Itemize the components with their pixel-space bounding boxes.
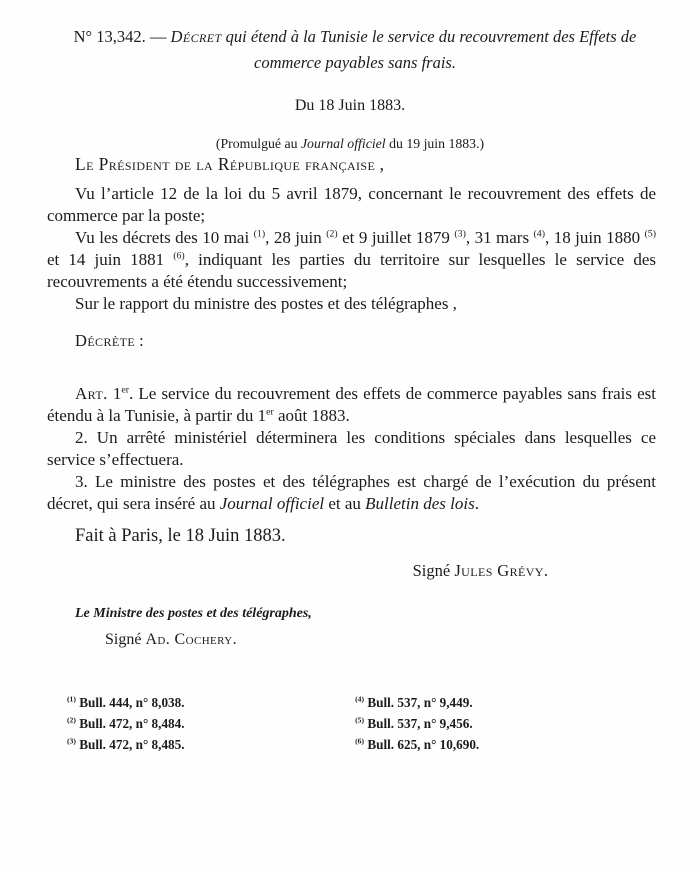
footnote-1: $^{(1)}$ Bull. 444, n° 8,038.: [67, 694, 185, 710]
recital-article-12: Vu l’article 12 de la loi du 5 avril 1879, concernant le recouvrement des effets de commerce par la poste;: [47, 183, 656, 225]
footnotes: [0, 692, 700, 755]
minister-title: Le Ministre des postes et des télégraphes,: [75, 605, 312, 621]
footnote-4: $^{(4)}$ Bull. 537, n° 9,449.: [355, 694, 473, 710]
recital-report: Sur le rapport du ministre des postes et des télégraphes ,: [75, 294, 457, 314]
article-1: Art. 1er. Le service du recouvrement des effets de commerce payables sans frais est étendu à la Tunisie, à partir du 1er août 1883.: [47, 383, 656, 425]
articles: [47, 383, 656, 516]
salutation: Le Président de la République française ,: [75, 153, 384, 174]
promulgation-note: (Promulgué au Journal officiel du 19 juin 1883.): [215, 135, 485, 151]
decree-heading: N° 13,342. — Décret qui étend à la Tunisie le service du recouvrement des Effets de commerce payables sans frais.: [73, 27, 637, 72]
place-and-date: Fait à Paris, le 18 Juin 1883.: [75, 526, 286, 547]
article-2: 2. Un arrêté ministériel déterminera les conditions spéciales dans lesquelles ce service s’effectuera.: [47, 427, 656, 469]
footnote-5: $^{(5)}$ Bull. 537, n° 9,456.: [355, 715, 473, 731]
decree-date: Du 18 Juin 1883.: [294, 97, 406, 115]
footnotes-left-column: [67, 692, 355, 755]
president-signature: Signé Jules Grévy.: [412, 561, 548, 581]
recital-decrees: Vu les décrets des 10 mai $^{(1)}$, 28 juin $^{(2)}$ et 9 juillet 1879 $^{(3)}$, 31 mars $^{(4)}$, 18 juin 1880 $^{(5)}$ et 14 juin 1881 $^{(6)}$, indiquant les parties du territoire sur lesquelles le service des recouvrements a été étendu successivement;: [47, 227, 657, 291]
footnote-3: $^{(3)}$ Bull. 472, n° 8,485.: [67, 736, 185, 752]
recitals: [47, 183, 656, 316]
article-3: 3. Le ministre des postes et des télégraphes est chargé de l’exécution du présent décret, qui sera inséré au Journal officiel et au Bulletin des lois.: [47, 471, 656, 514]
decree-body: [0, 153, 700, 651]
footnotes-right-column: [355, 692, 680, 755]
decree-word: Décrète :: [75, 331, 144, 351]
minister-signature: Signé Ad. Cochery.: [105, 630, 237, 648]
footnote-6: $^{(6)}$ Bull. 625, n° 10,690.: [355, 736, 480, 752]
footnote-2: $^{(2)}$ Bull. 472, n° 8,484.: [67, 715, 185, 731]
